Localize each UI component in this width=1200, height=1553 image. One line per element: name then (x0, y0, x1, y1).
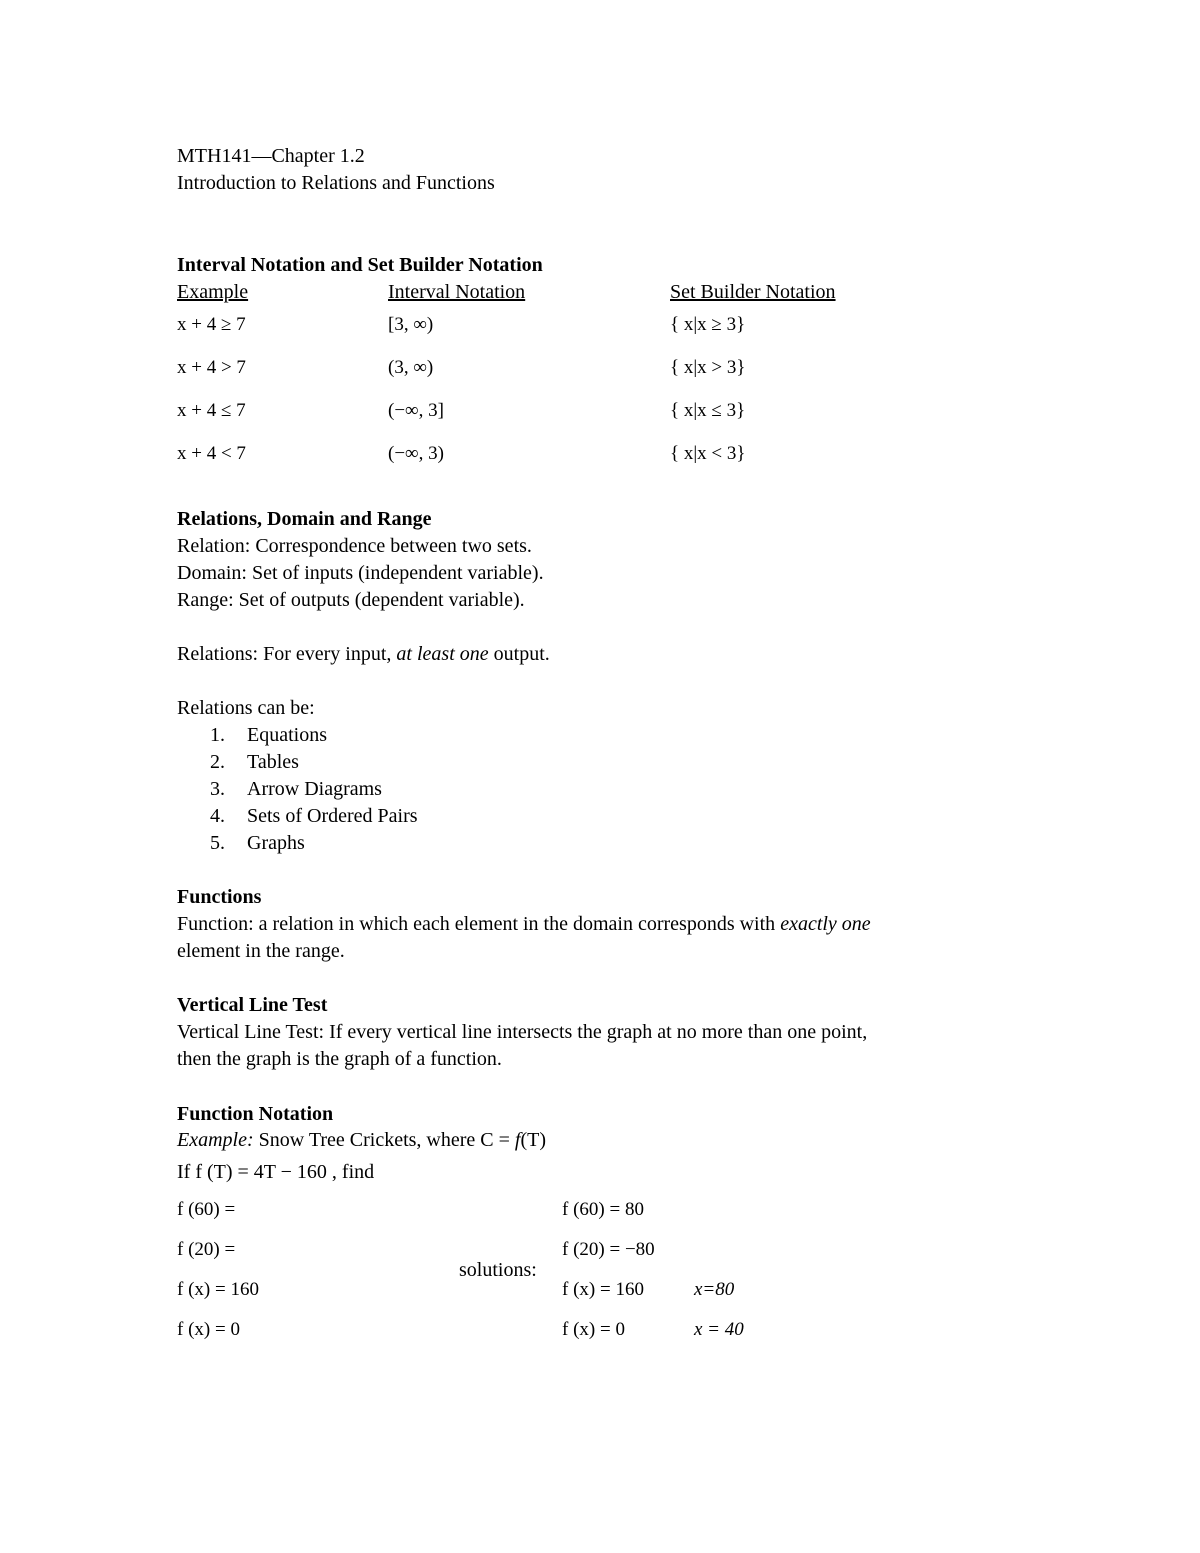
table-row-interval: (−∞, 3] (388, 400, 444, 421)
solution-item: f (x) = 160 (562, 1279, 644, 1300)
table-row-interval: (−∞, 3) (388, 443, 444, 464)
vlt-text-1: Vertical Line Test: If every vertical line intersects the graph at no more than one point, (177, 1021, 868, 1043)
relations-rule-emphasis: at least one (396, 643, 489, 665)
table-row-example: x + 4 > 7 (177, 357, 246, 378)
def-range: Range: Set of outputs (dependent variable). (177, 589, 525, 611)
def-domain: Domain: Set of inputs (independent variable). (177, 562, 544, 584)
function-definition-cont: element in the range. (177, 940, 345, 962)
table-row-example: x + 4 < 7 (177, 443, 246, 464)
relations-rule (177, 642, 550, 666)
def-relation: Relation: Correspondence between two sets. (177, 535, 532, 557)
course-line: MTH141—Chapter 1.2 (177, 145, 365, 167)
notation-heading: Function Notation (177, 1103, 334, 1125)
table-row-setbuilder: { x|x ≥ 3} (670, 314, 746, 335)
table-row-setbuilder: { x|x > 3} (670, 357, 746, 378)
interval-heading: Interval Notation and Set Builder Notation (177, 254, 543, 276)
col-header-setbuilder: Set Builder Notation (670, 281, 836, 303)
table-row-setbuilder: { x|x ≤ 3} (670, 400, 746, 421)
vlt-text-2: then the graph is the graph of a function. (177, 1048, 502, 1070)
solution-item: f (x) = 0 (562, 1319, 625, 1340)
problem-item: f (60) = (177, 1199, 236, 1220)
relations-rule-post: output. (488, 643, 550, 665)
solution-x-value: x = 40 (694, 1319, 744, 1340)
table-row-setbuilder: { x|x < 3} (670, 443, 746, 464)
document-title: Introduction to Relations and Functions (177, 172, 495, 194)
problem-item: f (x) = 0 (177, 1319, 240, 1340)
problem-item: f (20) = (177, 1239, 236, 1260)
table-row-example: x + 4 ≤ 7 (177, 400, 246, 421)
col-header-example: Example (177, 281, 249, 303)
function-definition: Function: a relation in which each element in the domain corresponds with exactly one (177, 913, 871, 935)
function-definition-emphasis: exactly one (780, 913, 871, 935)
problem-item: f (x) = 160 (177, 1279, 259, 1300)
solution-x-value: x=80 (694, 1279, 735, 1300)
vlt-heading: Vertical Line Test (177, 994, 328, 1016)
table-row-interval: [3, ∞) (388, 314, 434, 335)
solutions-label: solutions: (459, 1259, 537, 1281)
document-page: MTH141—Chapter 1.2 Introduction to Relations and Functions Interval Notation and Set Builder Notation Example Interval Notation Set Builder Notation x + 4 ≥ 7 [3, ∞) { x|x ≥ 3} x + 4 > 7 (3, ∞) { x|x > 3} x + 4 ≤ 7 (−∞, 3] { x|x ≤ 3} x + 4 < 7 (−∞, 3) { x|x < 3} Relations, Domain and Range Relation: Correspondence between two sets. Domain: Set of inputs (independent variable). Range: Set of outputs (dependent variable). Relations: For every input, at least one output. Relations can be: 1. Equations 2. Tables 3. Arrow Diagrams 4. Sets of Ordered Pairs 5. Graphs Functions Function: a relation in which each element in the domain corresponds with exactly one element in the range. Vertical Line Test Vertical Line Test: If every vertical line intersects the graph at no more than one point, then the graph is the graph of a function. Function Notation Example: Snow Tree Crickets, where C = f(T) If f (T) = 4T − 160 , find f (60) = f (20) = f (x) = 160 f (x) = 0 solutions: f (60) = 80 f (20) = −80 f (x) = 160 f (x) = 0 x=80 x = 40 (177, 145, 871, 1340)
relations-heading: Relations, Domain and Range (177, 508, 432, 530)
relations-rule-pre: Relations: For every input, (177, 643, 397, 665)
col-header-interval: Interval Notation (388, 281, 526, 303)
functions-heading: Functions (177, 886, 262, 908)
table-row-example: x + 4 ≥ 7 (177, 314, 246, 335)
table-row-interval: (3, ∞) (388, 357, 434, 378)
solution-item: f (20) = −80 (562, 1239, 655, 1260)
notation-example: Example: Snow Tree Crickets, where C = f(T) (177, 1129, 547, 1151)
solution-item: f (60) = 80 (562, 1199, 644, 1220)
notation-if-line: If f (T) = 4T − 160 , find (177, 1161, 375, 1183)
relations-can-be: Relations can be: (177, 697, 315, 719)
example-label: Example: (177, 1129, 254, 1151)
